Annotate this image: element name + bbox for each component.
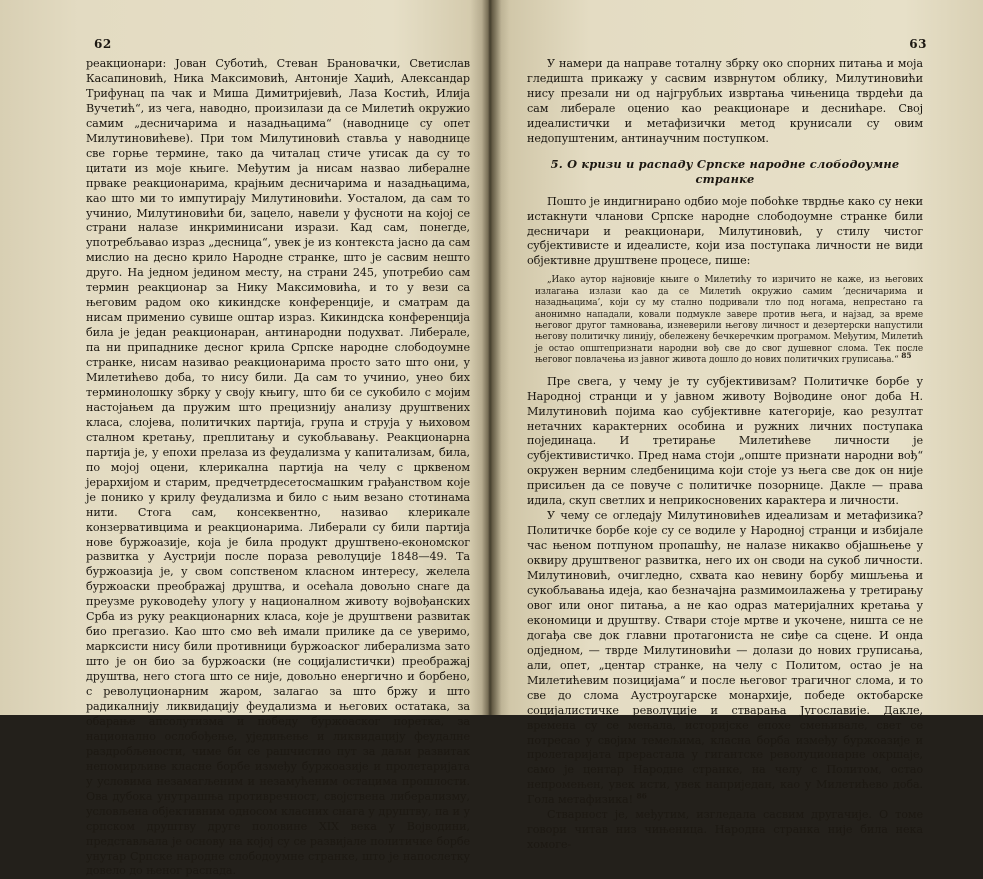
left-page [0,0,489,878]
right-page [495,0,983,852]
body-paragraph: реакционари: Јован Суботић, Стеван Брановачки, Светислав Касапиновић, Ника Максимовић, Антоније Хаџић, Александар Трифунац па чак и Миша Димитријевић, Лаза Костић, Илија Вучетић“, из чега, наводно, произилази да се Милетић окружио самим „десничарима и назадњацима“ (наводнице су опет Милутиновићеве). При том Милутиновић ставља у наводнице све горње термине, тако да читалац стиче утисак да су то цитати из моје књиге. Међутим ја нисам назвао либералне прваке реакционарима, крајњим десничарима и назадњацима, као што ми то импутирају Милутиновићи. Уосталом, да сам то учинио, Милутиновићи би, зацело, навели у фусноти на којој се страни налазе инкриминисани изрази. Кад сам, понегде, употребљавао израз „десница“, увек је из контекста јасно да сам мислио на десно крило Народне странке, што је сасвим нешто друго. На једном једином месту, на страни 245, употребио сам термин реакционар за Нику Максимовића, и то у вези са његовим радом око кикиндске конференције, и сматрам да нисам применио сувише оштар израз. Кикиндска конференција била је један реакционаран, антинародни подухват. Либерале, па ни припаднике десног крила Српске народне слободоумне странке, нисам називао реакционарима просто зато што они, у Милетићево доба, то нису били. Да сам то учинио, унео бих терминолошку збрку у своју књигу, што би се сукобило с мојим настојањем да пружим што прецизнију анализу друштвених класа, слојева, политичких партија, група и струја у њиховом сталном кретању, преплитању и сукобљавању. Реакционарна партија је, у епохи прелаза из феудализма у капитализам, била, по мојој оцени, клерикална партија на челу с црквеном јерархијом и старим, предчетрдесетосмашким грађанством које је понико у крилу феудализма и било с њим везано стотинама нити. Стога сам, консеквентно, називао клерикале конзервативцима и реакционарима. Либерали су били партија нове буржоазије, која је била продукт друштвено-економског развитка у Аустрији после пораза револуције 1848—49. Та буржоазија је, у свом сопственом класном интересу, желела буржоаски преображај друштва, и осећала довољно снаге да преузме руководећу улогу у националном животу војвођанских Срба из руку реакционарних класа, које је друштвени развитак био прегазио. Као што смо већ имали прилике да се уверимо, марксисти нису били противници буржоаског либерализма зато што је он био за буржоаски (не социјалистички) преображај друштва, него стога што се није, довољно енергично и борбено, с револуционарним жаром, залагао за што бржу и што радикалнију ликвидацију феудализма и његових остатака, за обарање апсолутизма и победу буржоаског поретка, за национално ослобођење, уједињење и ликвидацију феудалне раздробљености, чиме би се рашчистио пут за даљи развитак непомирљиве класне борбе између буржоазије и пролетаријата у условима незамагљеним и незамућеним остацима прошлости. Ова дубока унутрашња противречност, својствена либерализму, условљена објективним односом класних снага у друштву, па и у српском друштву друге половине XIX века у Војводини, представљала је основу на којој су се развијале политичке борбе унутар Српске народне слободоумне странке, што је напослетку довело до њеног распада. [86,57,470,878]
left-page-body [86,57,470,879]
right-page-body [527,57,923,853]
body-paragraph: У намери да направе тоталну збрку око спорних питања и моја гледишта прикажу у сасвим изврнутом облику, Милутиновићи нису презали ни од најгрубљих извртања чињеница тврдећи да сам либерале оценио као реакционаре и деснићаре. Свој идеалистички и метафизички метод крунисали су овим недопуштеним, антинаучним поступком. [527,57,923,145]
quote-text: „Иако аутор најновије књиге о Милетићу то изричито не каже, из његових излагања излази као да се Милетић окружио самим ’десничарима и назадњацима’, који су му стално подривали тло под ногама, непрестано га анонимно нападали, ковали подмукле заверe против њега, и најзад, за време његовог другог тамновања, изневерили његову личност и дезертерски напустили његову политичку линију, обележену бечкеречким програмом. Међутим, Милетић је остао општепризнати народни вођ све до свог душевног слома. Тек после његовог повлачења из јавног живота дошло до нових политичких груписања.“ [535,275,923,366]
paragraph-text: У чему се огледају Милутиновићев идеализам и метафизика? Политичке борбе које су се водиле у Народној странци и избијале час њеном потпуном пропашћу, не налазе никакво објашњење у оквиру друштвеног развитка, него их он своди на сукоб личности. Милутиновић, очигледно, схвата као невину борбу мишљења и сукобљавања идеја, као безначајна размимоилажења у третирању овог или оног питања, а не као одраз материјалних кретања у економици и друштву. Ствари стоје мртве и укочене, ништа се не догађа све док главни протагониста не сиђе са сцене. И онда одједном, — тврде Милутиновићи — долази до нових груписања, али, опет, „центар странке, на челу с Политом, остао је на Милетићевим позицијама“ и после његовог трагичног слома, и то све до слома Аустроугарске монархије, победе октобарске социјалистичке револуције и стварања Југославије. Дакле, времена су се мењала, историјске епохе смењивале, свет се потресао у својим темељима, класна борба између буржоазије и пролетаријата прерастала у гигантске револуционарне окршаје, само је центар Народне странке, на челу с Политом, остао непромењен, увек исти, увек наприједан, као у Милетићево доба. Гола метафизика! [527,509,923,807]
body-paragraph: Стварност је, међутим, изгледала сасвим другачије. О томе говори читав низ чињеница. Народна странка није била нека хомоге- [527,808,923,852]
body-paragraph [527,509,923,808]
section-heading: 5. О кризи и распаду Српске народне слободоумне странке [550,156,900,186]
page-number: 62 [94,37,112,51]
footnote-ref: 85 [901,351,912,361]
body-paragraph: Пре свега, у чему је ту субјективизам? Политичке борбе у Народној странци и у јавном животу Војводине оног доба Н. Милутиновић појима као субјективне категорије, као резултат нетачних карактерних особина и ружних личних поступака појединаца. И третирање Милетићеве личности је субјективистичко. Пред нама стоји „опште признати народни вођ“ окружен верним следбеницима који стоје уз њега све док он није присиљен да се повуче с политичке позорнице. Дакле — права идила, скуп светлих и неприкосновених карактера и личности. [527,374,923,508]
page-number: 63 [909,37,927,51]
block-quote [535,275,923,366]
body-paragraph: Пошто је индигнирано одбио моје побоћке тврдње како су неки истакнути чланови Српске народне слободоумне странке били десничари и реакционари, Милутиновић, у стилу чистог субјективисте и идеалисте, који иза поступака личности не види објективне друштвене процесе, пише: [527,194,923,268]
footnote-ref: 86 [636,791,647,801]
